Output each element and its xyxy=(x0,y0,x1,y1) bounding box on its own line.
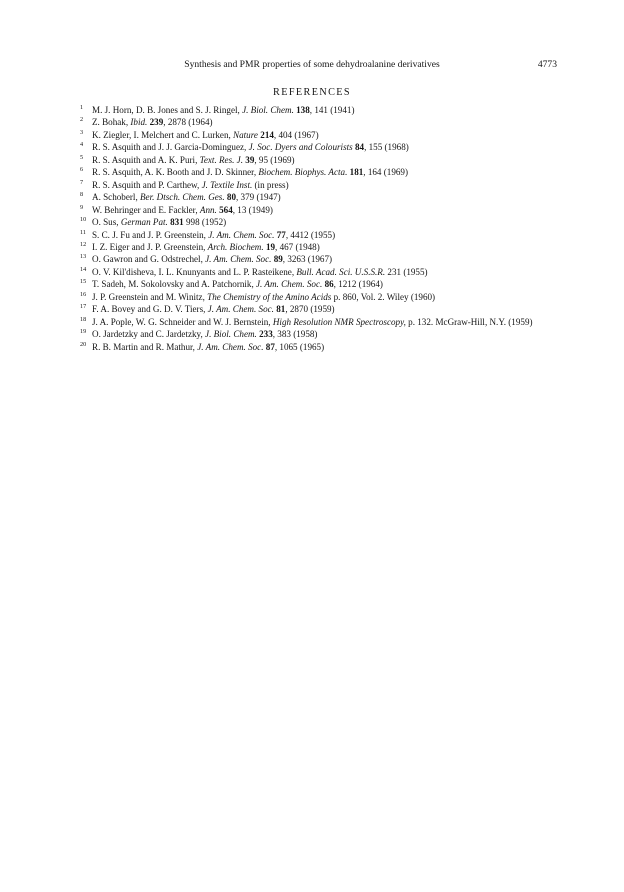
reference-segment: , 2878 (1964) xyxy=(163,117,213,128)
reference-segment: , 3263 (1967) xyxy=(282,254,333,265)
reference-text xyxy=(92,191,560,203)
reference-segment: (in press) xyxy=(252,179,289,190)
reference-number: 15 xyxy=(80,278,87,286)
reference-segment: , 13 (1949) xyxy=(232,204,273,215)
reference-segment: Z. Bohak, xyxy=(92,117,131,128)
reference-item xyxy=(80,116,560,128)
reference-segment: O. Jardetzky and C. Jardetzky, xyxy=(92,329,206,340)
reference-text xyxy=(92,328,560,340)
reference-segment: p. 132. McGraw-Hill, N.Y. (1959) xyxy=(405,316,533,327)
reference-item xyxy=(80,154,560,166)
reference-source: Nature xyxy=(233,129,258,140)
reference-text xyxy=(92,241,560,253)
reference-number: 8 xyxy=(80,191,84,199)
reference-source: Bull. Acad. Sci. U.S.S.R. xyxy=(296,266,386,277)
reference-source: German Pat. xyxy=(120,217,168,228)
reference-segment: R. S. Asquith, A. K. Booth and J. D. Skinner, xyxy=(92,167,259,178)
reference-number: 9 xyxy=(80,203,84,211)
reference-number: 18 xyxy=(80,315,87,323)
reference-number: 5 xyxy=(80,153,84,161)
reference-volume: 39 xyxy=(245,154,255,165)
reference-volume: 87 xyxy=(265,341,275,352)
reference-source: J. Am. Chem. Soc. xyxy=(208,229,275,240)
reference-source: Ann. xyxy=(199,204,217,215)
reference-segment: p. 860, Vol. 2. Wiley (1960) xyxy=(331,291,436,302)
reference-item xyxy=(80,316,560,328)
reference-text xyxy=(92,253,560,265)
reference-segment: , 155 (1968) xyxy=(364,142,409,153)
reference-number: 7 xyxy=(80,178,84,186)
reference-volume: 239 xyxy=(149,117,164,128)
reference-text xyxy=(92,104,560,116)
reference-number: 13 xyxy=(80,253,87,261)
references-heading: REFERENCES xyxy=(273,87,351,98)
reference-segment: R. S. Asquith and J. J. Garcia-Dominguez, xyxy=(92,142,249,153)
reference-item xyxy=(80,204,560,216)
reference-text xyxy=(92,154,560,166)
reference-segment: W. Behringer and E. Fackler, xyxy=(92,204,200,215)
reference-item xyxy=(80,141,560,153)
reference-item xyxy=(80,191,560,203)
reference-source: J. Biol. Chem. xyxy=(205,329,257,340)
page-number: 4773 xyxy=(537,59,557,70)
reference-segment: A. Schoberl, xyxy=(92,192,140,203)
reference-number: 17 xyxy=(80,303,87,311)
reference-item xyxy=(80,291,560,303)
reference-volume: 138 xyxy=(296,105,310,115)
reference-segment: J. P. Greenstein and M. Winitz, xyxy=(92,291,208,302)
reference-number: 16 xyxy=(80,290,87,298)
reference-segment: O. Sus, xyxy=(92,217,121,228)
reference-volume: 89 xyxy=(273,254,283,265)
reference-number: 2 xyxy=(80,116,84,124)
reference-segment: , 467 (1948) xyxy=(275,241,320,252)
reference-volume: 233 xyxy=(259,329,273,340)
reference-list xyxy=(80,104,560,353)
reference-segment: S. C. J. Fu and J. P. Greenstein, xyxy=(92,229,209,240)
reference-volume: 19 xyxy=(265,241,276,252)
reference-text xyxy=(92,278,560,290)
reference-text xyxy=(92,303,560,315)
reference-item xyxy=(80,241,560,253)
reference-segment: I. Z. Eiger and J. P. Greenstein, xyxy=(92,241,208,252)
reference-segment: , 95 (1969) xyxy=(254,154,295,165)
reference-item xyxy=(80,266,560,278)
reference-segment: J. A. Pople, W. G. Schneider and W. J. Bernstein, xyxy=(92,316,273,327)
reference-item xyxy=(80,216,560,228)
reference-segment: O. Gawron and G. Odstrechel, xyxy=(92,254,206,265)
reference-segment: , 379 (1947) xyxy=(235,192,281,203)
reference-text xyxy=(92,291,560,303)
reference-source: J. Textile Inst. xyxy=(201,179,253,190)
reference-segment: , 404 (1967) xyxy=(273,129,319,140)
reference-source: Text. Res. J. xyxy=(199,154,243,165)
reference-segment: R. B. Martin and R. Mathur, xyxy=(92,341,198,352)
reference-segment: , 164 (1969) xyxy=(363,167,408,178)
reference-number: 4 xyxy=(80,141,84,149)
reference-source: J. Biol. Chem. xyxy=(242,105,294,115)
running-head xyxy=(0,59,624,75)
reference-text xyxy=(92,179,560,191)
reference-volume: 564 xyxy=(219,204,233,215)
reference-text xyxy=(92,141,560,153)
reference-text xyxy=(92,204,560,216)
reference-item xyxy=(80,278,560,290)
reference-source: The Chemistry of the Amino Acids xyxy=(207,291,332,302)
reference-source: J. Am. Chem. Soc. xyxy=(205,254,272,265)
reference-source: Arch. Biochem. xyxy=(207,241,264,252)
reference-item xyxy=(80,253,560,265)
reference-volume: 181 xyxy=(349,167,364,178)
reference-segment: O. V. Kil'disheva, I. L. Knunyants and L. P. Rasteikene, xyxy=(92,266,297,277)
reference-volume: 214 xyxy=(260,129,274,140)
reference-segment: T. Sadeh, M. Sokolovsky and A. Patchornik, xyxy=(92,279,257,290)
reference-source: Ber. Dtsch. Chem. Ges. xyxy=(140,192,225,203)
reference-segment: , 141 (1941) xyxy=(309,105,355,115)
reference-item xyxy=(80,303,560,315)
reference-segment: 998 (1952) xyxy=(183,217,227,228)
reference-segment: , 383 (1958) xyxy=(272,329,318,340)
reference-volume: 86 xyxy=(324,279,334,290)
reference-source: J. Soc. Dyers and Colourists xyxy=(248,142,353,153)
reference-source: J. Am. Chem. Soc. xyxy=(256,279,323,290)
reference-number: 6 xyxy=(80,166,84,174)
reference-segment: M. J. Horn, D. B. Jones and S. J. Ringel, xyxy=(92,105,243,115)
reference-text xyxy=(92,316,560,328)
reference-volume: 81 xyxy=(276,304,286,315)
reference-segment: 231 (1955) xyxy=(385,266,428,277)
reference-source: High Resolution NMR Spectroscopy, xyxy=(272,316,406,327)
reference-number: 1 xyxy=(80,104,84,111)
reference-item xyxy=(80,129,560,141)
reference-segment: K. Ziegler, I. Melchert and C. Lurken, xyxy=(92,129,234,140)
reference-text xyxy=(92,129,560,141)
reference-number: 11 xyxy=(80,228,86,236)
reference-text xyxy=(92,116,560,128)
reference-text xyxy=(92,229,560,241)
running-title: Synthesis and PMR properties of some dehydroalanine derivatives xyxy=(184,59,440,70)
reference-volume: 77 xyxy=(276,229,286,240)
reference-volume: 831 xyxy=(170,217,184,228)
reference-source: Biochem. Biophys. Acta. xyxy=(258,167,348,178)
reference-volume: 84 xyxy=(354,142,365,153)
reference-item xyxy=(80,229,560,241)
reference-number: 19 xyxy=(80,328,87,336)
reference-item xyxy=(80,328,560,340)
reference-segment: F. A. Bovey and G. D. V. Tiers, xyxy=(92,304,208,315)
reference-text xyxy=(92,166,560,178)
reference-text xyxy=(92,341,560,353)
reference-text xyxy=(92,266,560,278)
reference-segment: , 4412 (1955) xyxy=(285,229,336,240)
reference-volume: 80 xyxy=(226,192,236,203)
reference-item xyxy=(80,341,560,353)
reference-segment: R. S. Asquith and P. Carthew, xyxy=(92,179,202,190)
reference-number: 3 xyxy=(80,128,84,136)
reference-source: J. Am. Chem. Soc. xyxy=(207,304,274,315)
reference-number: 12 xyxy=(80,240,87,248)
reference-source: Ibid. xyxy=(130,117,148,128)
reference-item xyxy=(80,166,560,178)
reference-segment: , 1212 (1964) xyxy=(333,279,383,290)
reference-number: 14 xyxy=(80,265,87,273)
reference-source: J. Am. Chem. Soc. xyxy=(197,341,264,352)
reference-item xyxy=(80,104,560,116)
reference-segment: , 2870 (1959) xyxy=(285,304,335,315)
reference-number: 10 xyxy=(80,216,87,224)
reference-number: 20 xyxy=(80,340,87,348)
reference-text xyxy=(92,216,560,228)
reference-segment: R. S. Asquith and A. K. Puri, xyxy=(92,154,200,165)
reference-item xyxy=(80,179,560,191)
reference-segment: , 1065 (1965) xyxy=(274,341,325,352)
